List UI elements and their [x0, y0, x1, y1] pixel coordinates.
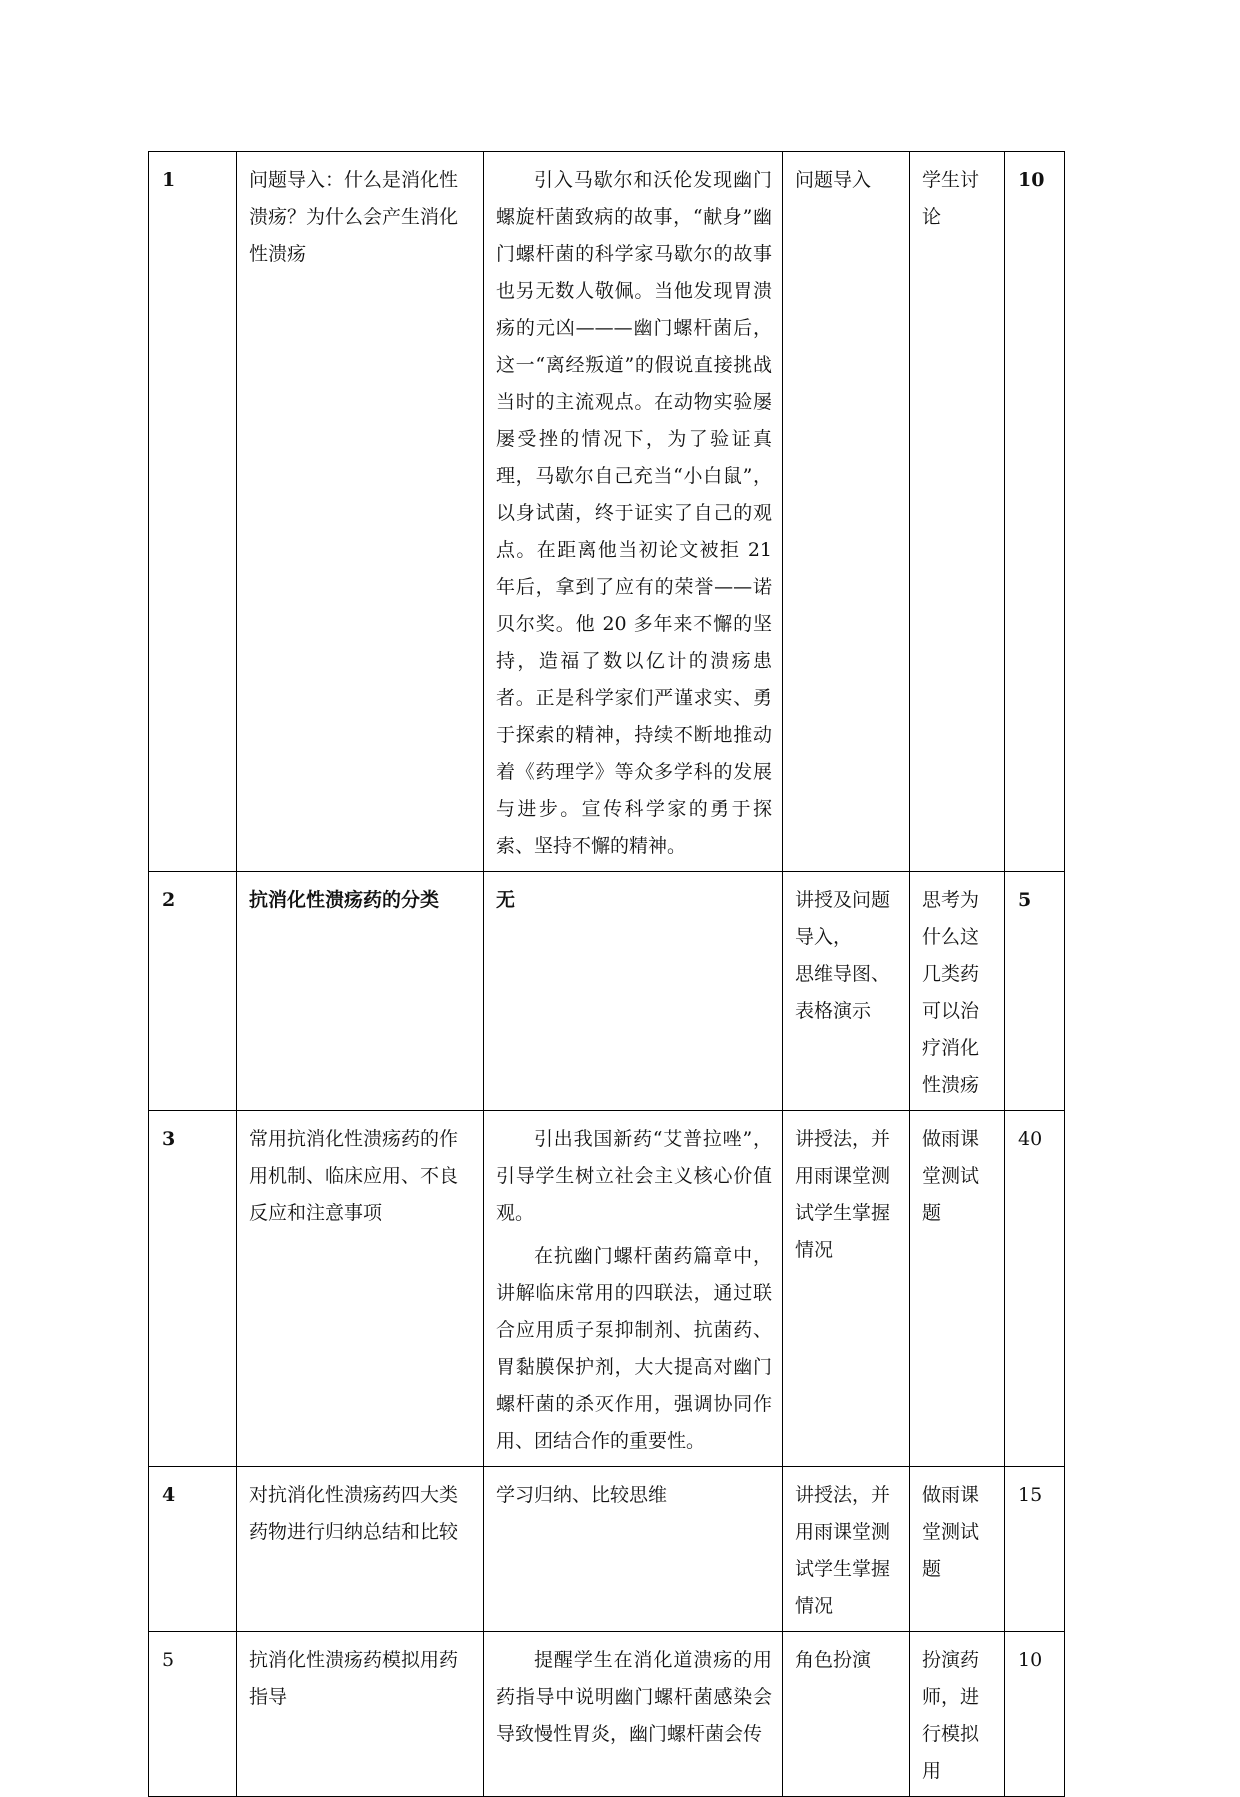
- row-index: 3: [149, 1111, 237, 1467]
- teaching-content: 抗消化性溃疡药的分类: [237, 872, 484, 1111]
- table-row: [149, 1632, 1065, 1797]
- time-minutes: 5: [1005, 872, 1065, 1111]
- row-index: 4: [149, 1467, 237, 1632]
- ideology-content: [484, 1467, 783, 1632]
- teaching-method-text: 讲授及问题导入， 思维导图、表格演示: [795, 889, 891, 1022]
- student-activity: 思考为什么这几类药可以治疗消化性溃疡: [910, 872, 1005, 1111]
- teaching-method: 问题导入: [783, 152, 910, 872]
- ideology-paragraph: 在抗幽门螺杆菌药篇章中，讲解临床常用的四联法，通过联合应用质子泵抑制剂、抗菌药、胃黏膜保护剂，大大提高对幽门螺杆菌的杀灭作用，强调协同作用、团结合作的重要性。: [496, 1245, 772, 1452]
- student-activity: 做雨课堂测试题: [910, 1467, 1005, 1632]
- teaching-content: 常用抗消化性溃疡药的作用机制、临床应用、不良反应和注意事项: [237, 1111, 484, 1467]
- ideology-paragraph: 无: [496, 889, 516, 911]
- time-minutes: 10: [1005, 1632, 1065, 1797]
- ideology-paragraph: 提醒学生在消化道溃疡的用药指导中说明幽门螺杆菌感染会导致慢性胃炎，幽门螺杆菌会传: [496, 1649, 772, 1745]
- student-activity: 学生讨论: [910, 152, 1005, 872]
- teaching-method: 讲授法，并用雨课堂测试学生掌握情况: [783, 1111, 910, 1467]
- table-row: [149, 1467, 1065, 1632]
- student-activity: 做雨课堂测试题: [910, 1111, 1005, 1467]
- row-index: 2: [149, 872, 237, 1111]
- teaching-plan-table: [148, 151, 1065, 1797]
- table-row: [149, 872, 1065, 1111]
- ideology-paragraph: 引入马歇尔和沃伦发现幽门螺旋杆菌致病的故事，“献身”幽门螺杆菌的科学家马歇尔的故事也另无数人敬佩。当他发现胃溃疡的元凶———幽门螺杆菌后，这一“离经叛道”的假说直接挑战当时的主流观点。在动物实验屡屡受挫的情况下，为了验证真理，马歇尔自己充当“小白鼠”，以身试菌，终于证实了自己的观点。在距离他当初论文被拒 21 年后，拿到了应有的荣誉——诺贝尔奖。他 20 多年来不懈的坚持，造福了数以亿计的溃疡患者。正是科学家们严谨求实、勇于探索的精神，持续不断地推动着《药理学》等众多学科的发展与进步。宣传科学家的勇于探索、坚持不懈的精神。: [496, 169, 772, 857]
- teaching-content: 抗消化性溃疡药模拟用药指导: [237, 1632, 484, 1797]
- time-minutes: 40: [1005, 1111, 1065, 1467]
- table-row: [149, 1111, 1065, 1467]
- teaching-method: 讲授法，并用雨课堂测试学生掌握情况: [783, 1467, 910, 1632]
- time-minutes: 10: [1005, 152, 1065, 872]
- teaching-content: 对抗消化性溃疡药四大类药物进行归纳总结和比较: [237, 1467, 484, 1632]
- time-minutes: 15: [1005, 1467, 1065, 1632]
- row-index: 5: [149, 1632, 237, 1797]
- student-activity: 扮演药师，进行模拟用: [910, 1632, 1005, 1797]
- ideology-content: [484, 872, 783, 1111]
- ideology-paragraph: 引出我国新药“艾普拉唑”，引导学生树立社会主义核心价值观。: [496, 1128, 772, 1224]
- ideology-content: [484, 1632, 783, 1797]
- teaching-method: 角色扮演: [783, 1632, 910, 1797]
- row-index: 1: [149, 152, 237, 872]
- table-row: [149, 152, 1065, 872]
- teaching-method: [783, 872, 910, 1111]
- ideology-paragraph: 学习归纳、比较思维: [496, 1484, 668, 1506]
- teaching-content: 问题导入：什么是消化性溃疡？为什么会产生消化性溃疡: [237, 152, 484, 872]
- ideology-content: [484, 1111, 783, 1467]
- ideology-content: [484, 152, 783, 872]
